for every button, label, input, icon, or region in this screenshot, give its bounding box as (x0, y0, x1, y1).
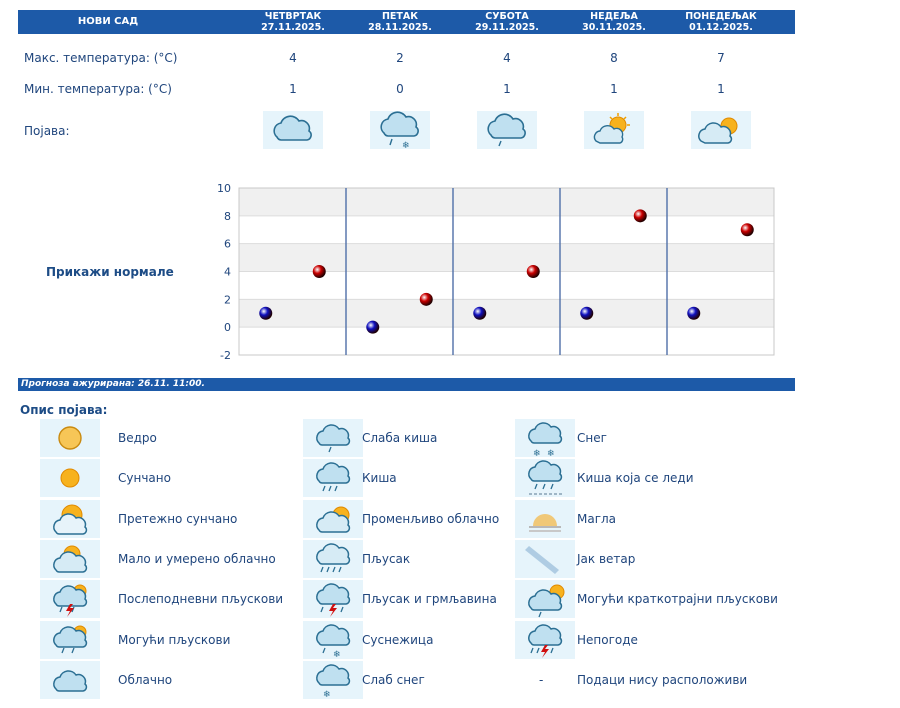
shower-icon (303, 540, 363, 578)
max-temp-value: 2 (396, 51, 404, 65)
min-temp-point (259, 307, 272, 320)
svg-text:❄: ❄ (323, 689, 331, 699)
legend-label: Киша која се леди (577, 471, 694, 486)
legend-label: Мало и умерено облачно (118, 551, 276, 566)
max-temp-value: 4 (289, 51, 297, 65)
legend-label: Могући пљускови (118, 632, 231, 647)
rain-icon (303, 459, 363, 497)
day-date: 30.11.2025. (582, 22, 646, 33)
y-tick-label: 4 (224, 265, 231, 279)
min-temp-value: 1 (289, 82, 297, 96)
day-name: ЧЕТВРТАК (264, 11, 322, 22)
max-temp-point (313, 265, 326, 278)
day-name: ПЕТАК (381, 11, 419, 22)
forecast-updated-bar (18, 378, 795, 391)
min-temp-point (580, 307, 593, 320)
min-temp-point (366, 321, 379, 334)
svg-text:❄: ❄ (402, 141, 410, 149)
y-tick-label: 10 (217, 182, 231, 195)
min-temp-label: Мин. температура: (°C) (24, 82, 172, 96)
fog-icon (515, 500, 575, 538)
legend-label: Пљусак и грмљавина (362, 592, 497, 607)
y-tick-label: 0 (224, 321, 231, 335)
day-date: 28.11.2025. (368, 22, 432, 33)
day-name: СУБОТА (485, 11, 529, 22)
chart-band (239, 327, 774, 355)
max-temp-value: 7 (717, 51, 725, 65)
svg-text:❄: ❄ (547, 449, 555, 457)
storm-icon (515, 621, 575, 659)
y-tick-label: 8 (224, 209, 231, 223)
legend-label: Облачно (118, 672, 173, 687)
no-data-dash: - (539, 672, 544, 687)
y-tick-label: -2 (220, 349, 231, 362)
legend-label: Слаб снег (362, 672, 425, 687)
legend-label: Киша (362, 471, 397, 486)
sleet-icon (303, 621, 363, 659)
svg-text:❄: ❄ (533, 449, 541, 457)
legend-label: Могући краткотрајни пљускови (577, 592, 778, 607)
chart-band (239, 216, 774, 244)
afternoon-showers-icon (40, 580, 100, 618)
legend-label: Магла (577, 511, 617, 526)
shower-thunder-icon (303, 580, 363, 618)
show-normals-link[interactable]: Прикажи нормале (46, 265, 174, 279)
legend-label: Пљусак (362, 551, 411, 566)
possible-showers-icon (40, 621, 100, 659)
legend-label: Снег (577, 431, 607, 445)
freezing-rain-icon (515, 459, 575, 497)
day-date: 27.11.2025. (261, 22, 325, 33)
legend-label: Јак ветар (577, 551, 636, 566)
max-temp-point (634, 209, 647, 222)
day-date: 29.11.2025. (475, 22, 539, 33)
legend-label: Претежно сунчано (118, 511, 238, 526)
svg-text:❄: ❄ (333, 649, 341, 659)
strong-wind-icon (515, 540, 575, 578)
snow-icon (515, 419, 575, 457)
legend-label: Непогоде (577, 632, 638, 647)
legend-label: Променљиво облачно (362, 511, 500, 526)
legend-label: Суснежица (362, 632, 434, 647)
possible-short-showers-icon (515, 580, 575, 618)
phenomenon-label: Појава: (24, 124, 70, 138)
legend-label: Послеподневни пљускови (118, 592, 284, 607)
max-temp-point (420, 293, 433, 306)
cloudy-icon (40, 661, 100, 699)
y-tick-label: 2 (224, 293, 231, 307)
city-name: НОВИ САД (77, 16, 139, 27)
day-date: 01.12.2025. (689, 22, 753, 33)
min-temp-value: 1 (610, 82, 618, 96)
light-rain-icon (303, 419, 363, 457)
light-snow-icon (303, 661, 363, 699)
min-temp-point (473, 307, 486, 320)
max-temp-value: 8 (610, 51, 618, 65)
legend-label: Слаба киша (362, 431, 438, 445)
day-name: НЕДЕЉА (590, 11, 638, 22)
max-temp-label: Макс. температура: (°C) (24, 51, 178, 65)
chart-band (239, 188, 774, 216)
variable-cloudy-icon (303, 500, 363, 538)
min-temp-value: 1 (503, 82, 511, 96)
max-temp-point (527, 265, 540, 278)
legend-title: Опис појава: (20, 403, 108, 417)
day-name: ПОНЕДЕЉАК (685, 11, 757, 22)
mostly-sunny-icon (40, 500, 100, 538)
min-temp-point (687, 307, 700, 320)
min-temp-value: 1 (717, 82, 725, 96)
max-temp-value: 4 (503, 51, 511, 65)
legend-label: Сунчано (118, 471, 171, 486)
partly-cloudy-icon (40, 540, 100, 578)
y-tick-label: 6 (224, 237, 231, 251)
min-temp-value: 0 (396, 82, 404, 96)
legend-label: Ведро (118, 431, 157, 445)
max-temp-point (741, 223, 754, 236)
legend-label: Подаци нису расположиви (577, 672, 748, 687)
clear-sky-icon (40, 419, 100, 457)
sunny-icon (40, 459, 100, 497)
forecast-updated-text: Прогноза ажурирана: 26.11. 11:00. (21, 379, 205, 389)
